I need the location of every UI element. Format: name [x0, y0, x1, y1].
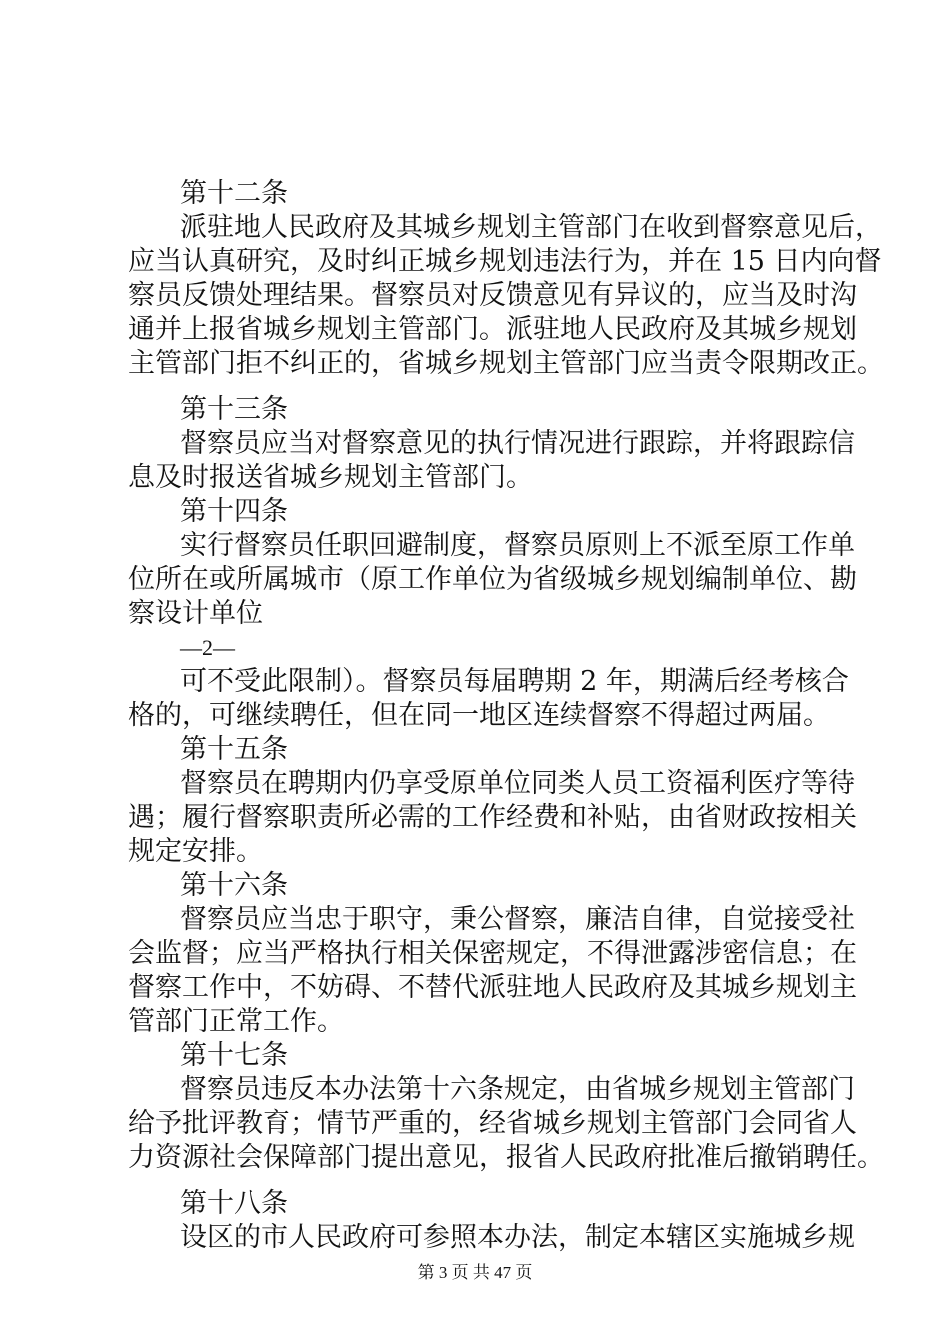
article-15-line: 遇；履行督察职责所必需的工作经费和补贴，由省财政按相关	[128, 802, 857, 833]
article-16-heading: 第十六条	[180, 870, 288, 901]
article-14-line: 察设计单位	[128, 598, 263, 629]
article-18-line: 设区的市人民政府可参照本办法，制定本辖区实施城乡规	[180, 1222, 855, 1253]
article-13-heading: 第十三条	[180, 394, 288, 425]
article-14-heading: 第十四条	[180, 496, 288, 527]
article-12-line: 派驻地人民政府及其城乡规划主管部门在收到督察意见后，	[180, 212, 882, 243]
article-17-line: 给予批评教育；情节严重的，经省城乡规划主管部门会同省人	[128, 1108, 857, 1139]
article-14-line: 可不受此限制）。督察员每届聘期 2 年，期满后经考核合	[180, 666, 849, 697]
article-12-line: 应当认真研究，及时纠正城乡规划违法行为，并在 15 日内向督	[128, 246, 882, 277]
article-14-line: 位所在或所属城市（原工作单位为省级城乡规划编制单位、勘	[128, 564, 857, 595]
article-17-line: 督察员违反本办法第十六条规定，由省城乡规划主管部门	[180, 1074, 855, 1105]
page-number-footer: 第 3 页 共 47 页	[417, 1263, 533, 1282]
article-12-line: 察员反馈处理结果。督察员对反馈意见有异议的，应当及时沟	[128, 280, 857, 311]
article-17-heading: 第十七条	[180, 1040, 288, 1071]
article-16-line: 管部门正常工作。	[128, 1006, 344, 1037]
article-14-line: 实行督察员任职回避制度，督察员原则上不派至原工作单	[180, 530, 855, 561]
article-12-heading: 第十二条	[180, 178, 288, 209]
article-16-line: 督察员应当忠于职守，秉公督察，廉洁自律，自觉接受社	[180, 904, 855, 935]
article-13-line: 息及时报送省城乡规划主管部门。	[128, 462, 533, 493]
article-15-heading: 第十五条	[180, 734, 288, 765]
article-12-line: 通并上报省城乡规划主管部门。派驻地人民政府及其城乡规划	[128, 314, 857, 345]
article-16-line: 会监督；应当严格执行相关保密规定，不得泄露涉密信息；在	[128, 938, 857, 969]
article-14-line: 格的，可继续聘任，但在同一地区连续督察不得超过两届。	[128, 700, 830, 731]
article-13-line: 督察员应当对督察意见的执行情况进行跟踪，并将跟踪信	[180, 428, 855, 459]
article-12-line: 主管部门拒不纠正的，省城乡规划主管部门应当责令限期改正。	[128, 348, 884, 379]
article-17-line: 力资源社会保障部门提出意见，报省人民政府批准后撤销聘任。	[128, 1142, 884, 1173]
inline-page-marker: —2—	[180, 635, 235, 660]
article-16-line: 督察工作中，不妨碍、不替代派驻地人民政府及其城乡规划主	[128, 972, 857, 1003]
article-18-heading: 第十八条	[180, 1188, 288, 1219]
article-15-line: 督察员在聘期内仍享受原单位同类人员工资福利医疗等待	[180, 768, 855, 799]
article-15-line: 规定安排。	[128, 836, 263, 867]
